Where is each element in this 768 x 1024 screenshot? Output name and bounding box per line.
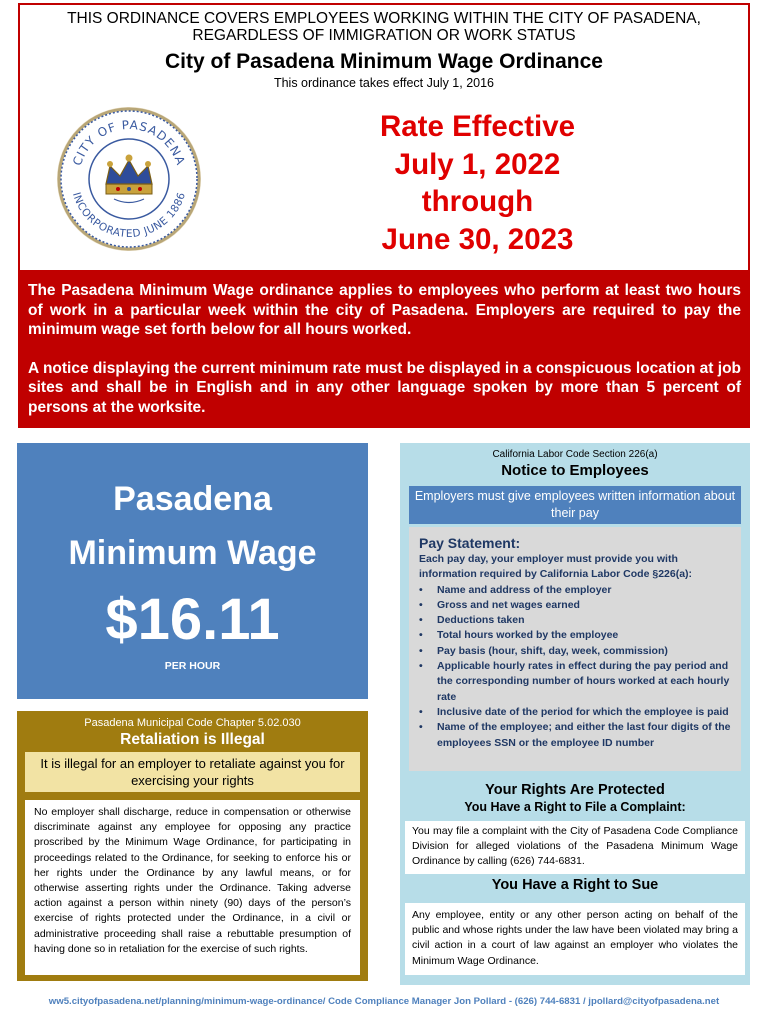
- retaliation-title: Retaliation is Illegal: [120, 731, 265, 748]
- notice-panel: [400, 443, 750, 985]
- pay-statement-intro: Each pay day, your employer must provide you with information required by California Labor Code §226(a):: [419, 553, 693, 581]
- list-item: [419, 720, 735, 751]
- list-item-text: Pay basis (hour, shift, day, week, commission): [437, 644, 668, 657]
- coverage-line-1: THIS ORDINANCE COVERS EMPLOYEES WORKING WITHIN THE CITY OF PASADENA,: [67, 10, 701, 27]
- header-panel: [18, 3, 750, 272]
- minimum-wage-box: [17, 443, 368, 699]
- rights-sue-title: You Have a Right to Sue: [491, 877, 659, 893]
- notice-title: Notice to Employees: [501, 462, 649, 479]
- retaliation-subtitle: It is illegal for an employer to retaliate against you for exercising your rights: [25, 752, 360, 792]
- page-title: City of Pasadena Minimum Wage Ordinance: [165, 50, 603, 73]
- list-item-text: Applicable hourly rates in effect during the pay period and the corresponding number of hours worked at each hourly rate: [437, 660, 730, 703]
- bullet-icon: •: [419, 614, 423, 627]
- bullet-icon: •: [419, 583, 423, 596]
- list-item-text: Total hours worked by the employee: [437, 629, 619, 642]
- seal-top-text: CITY OF PASADENA: [70, 117, 188, 168]
- list-item-text: Gross and net wages earned: [437, 598, 580, 611]
- pay-statement-box: [409, 527, 741, 771]
- pay-statement-list: [419, 583, 735, 751]
- wage-heading-line-2: Minimum Wage: [68, 534, 317, 572]
- rate-line-2: July 1, 2022: [394, 147, 561, 181]
- list-item: [419, 613, 735, 628]
- rate-effective-block: [325, 108, 630, 258]
- rights-title: Your Rights Are Protected: [485, 782, 665, 798]
- intro-paragraph-1: The Pasadena Minimum Wage ordinance applies to employees who perform at least two hours of work in a particular week within the city of Pasadena. Employers are required to pay the minimum wage set forth below for all hours worked.: [28, 282, 741, 339]
- pay-statement-title: Pay Statement:: [419, 535, 521, 551]
- retaliation-box: [17, 711, 368, 981]
- list-item: [419, 583, 735, 598]
- bullet-icon: •: [419, 598, 423, 611]
- retaliation-body: No employer shall discharge, reduce in compensation or otherwise discriminate against any employee for opposing any practice proscribed by the Minimum Wage Ordinance, for participating in proceedings related to the Ordinance, for seeking to enforce his or her rights under the Ordinance by any lawful means, or for otherwise asserting rights under the Ordinance. Taking adverse action against a person within ninety (90) days of the person’s exercise of rights protected under the Ordinance, in a civil or administrative proceeding shall raise a rebuttable presumption of having done so in retaliation for the exercise of such rights.: [25, 800, 360, 975]
- list-item-text: Deductions taken: [437, 614, 525, 627]
- rate-line-4: June 30, 2023: [381, 222, 574, 256]
- intro-paragraph-2: A notice displaying the current minimum rate must be displayed in a conspicuous location at job sites and shall be in English and in any other language spoken by more than 5 percent of persons at the worksite.: [28, 359, 741, 416]
- intro-band: [18, 272, 750, 428]
- list-item: [419, 644, 735, 659]
- list-item-text: Inclusive date of the period for which the employee is paid: [437, 705, 729, 718]
- rights-file-text: You may file a complaint with the City of Pasadena Code Compliance Division for alleged violations of the Pasadena Minimum Wage Ordinance by calling (626) 744-6831.: [405, 821, 745, 874]
- notice-code: California Labor Code Section 226(a): [492, 449, 658, 460]
- rate-line-1: Rate Effective: [379, 110, 576, 143]
- rights-sue-text: Any employee, entity or any other person acting on behalf of the public and whose rights under the law have been violated may bring a civil action in a court of law against an employer who violates the Minimum Wage Ordinance.: [405, 903, 745, 975]
- list-item: [419, 628, 735, 643]
- coverage-line-2: REGARDLESS OF IMMIGRATION OR WORK STATUS: [192, 27, 576, 44]
- bullet-icon: •: [419, 644, 423, 657]
- seal-bottom-text: INCORPORATED JUNE 1886: [69, 190, 189, 241]
- wage-per-hour: PER HOUR: [164, 660, 221, 672]
- rights-file-title: You Have a Right to File a Complaint:: [464, 800, 686, 814]
- bullet-icon: •: [419, 660, 423, 673]
- footer-contact: ww5.cityofpasadena.net/planning/minimum-wage-ordinance/ Code Compliance Manager Jon Pollard - (626) 744-6831 / jpollard@cityofpasadena.net: [48, 996, 720, 1007]
- wage-heading-line-1: Pasadena: [113, 480, 272, 518]
- bullet-icon: •: [419, 721, 423, 734]
- effective-date: This ordinance takes effect July 1, 2016: [273, 76, 495, 90]
- city-seal-icon: [54, 104, 204, 254]
- list-item-text: Name and address of the employer: [437, 583, 612, 596]
- bullet-icon: •: [419, 705, 423, 718]
- list-item: [419, 705, 735, 720]
- rate-line-3: through: [421, 185, 534, 218]
- bullet-icon: •: [419, 629, 423, 642]
- notice-subtitle: Employers must give employees written information about their pay: [409, 486, 741, 524]
- list-item: [419, 598, 735, 613]
- list-item: [419, 659, 735, 705]
- list-item-text: Name of the employee; and either the last four digits of the employees SSN or the employee ID number: [437, 721, 731, 749]
- retaliation-code: Pasadena Municipal Code Chapter 5.02.030: [84, 717, 301, 729]
- wage-amount: $16.11: [105, 587, 280, 652]
